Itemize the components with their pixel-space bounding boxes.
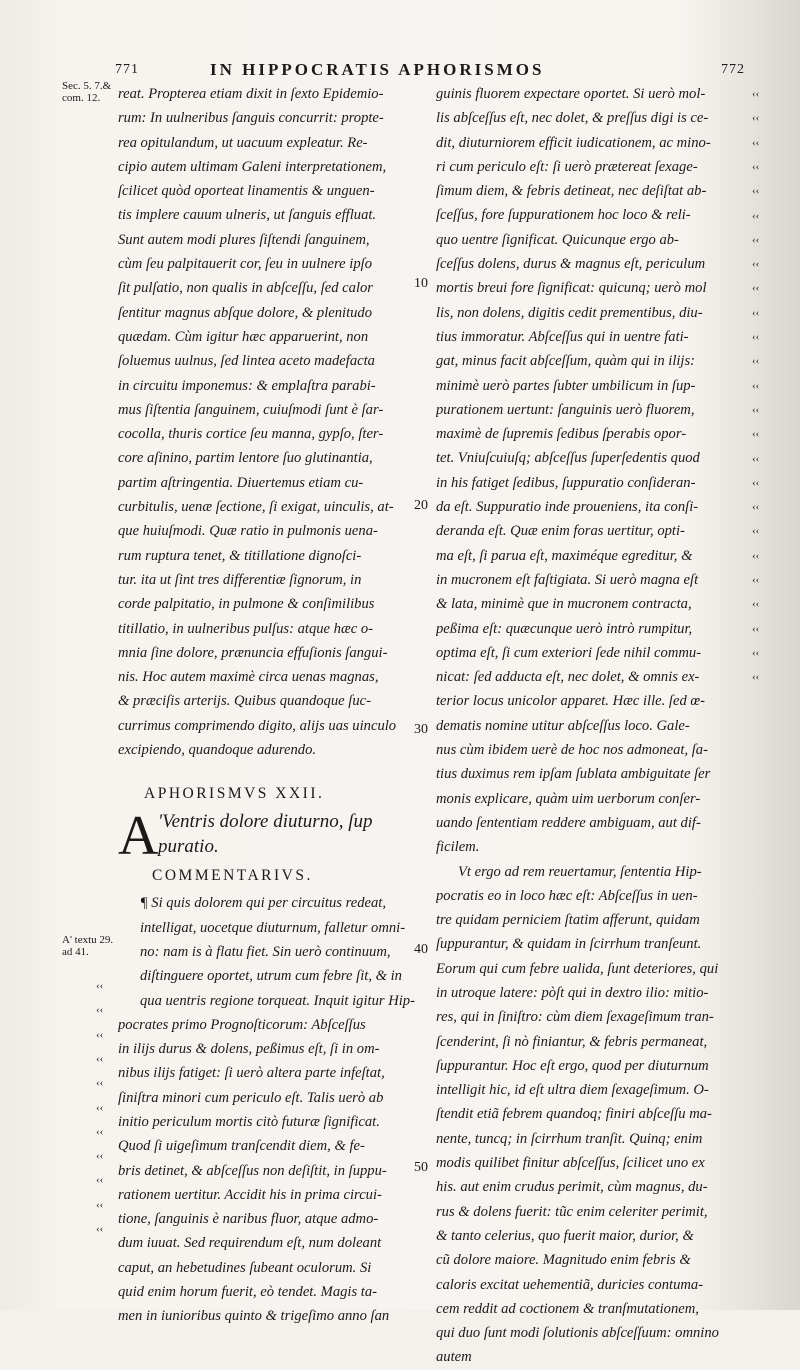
text-line: curbitulis, uenæ ſectione, ſi exigat, uinculis, at- (118, 499, 394, 516)
quote-marker: ‹‹ (752, 501, 760, 514)
quote-marker: ‹‹ (752, 452, 760, 465)
aphorism-dropcap: A (118, 805, 159, 868)
text-line: excipiendo, quandoque adurendo. (118, 742, 317, 759)
quote-marker: ‹‹ (96, 1198, 104, 1211)
text-line: mnia ſine dolore, prænuncia effuſionis ſangui- (118, 644, 388, 661)
text-line: tet. Vniuſcuiuſq; abſceſſus ſuperſedentis quod (436, 450, 700, 467)
text-line: lis, non dolens, digitis cedit prementibus, diu- (436, 304, 703, 321)
margin-note-sec: Sec. 5. 7.& com. 12. (62, 80, 112, 104)
text-line: gat, minus facit abſceſſum, quàm qui in ilijs: (436, 353, 696, 370)
text-line: tur. ita ut ſint tres differentiæ ſignorum, in (118, 571, 362, 588)
text-line: his. aut enim crudus perimit, cùm magnus, du- (436, 1179, 708, 1196)
text-line: deranda eſt. Quæ enim foras uertitur, opti- (436, 523, 685, 540)
text-line: tione, ſanguinis è naribus fluor, atque admo- (118, 1211, 379, 1228)
text-line: rum ruptura tenet, & titillatione dignoſci- (118, 547, 362, 564)
text-line: intelligat, uocetque diuturnum, falletur omni- (140, 919, 406, 936)
quote-marker: ‹‹ (752, 258, 760, 271)
text-line: rus & dolens fuerit: tũc enim celeriter perimit, (436, 1203, 708, 1220)
text-line: ſiniſtra minori cum periculo eſt. Talis uerò ab (118, 1089, 384, 1106)
text-line: maximè de ſupremis ſedibus ſperabis opor- (436, 426, 687, 443)
commentary-heading: COMMENTARIVS. (152, 867, 313, 885)
text-line: in circuitu imponemus: & emplaſtra parabi- (118, 377, 376, 394)
text-line: mortis breui fore ſignificat: quicunq; uerò mol (436, 280, 707, 297)
text-line: dum iuuat. Sed requirendum eſt, num doleant (118, 1235, 382, 1252)
quote-marker: ‹‹ (752, 282, 760, 295)
text-line: terior locus unicolor apparet. Hæc ille. ſed œ- (436, 693, 706, 710)
text-line: qui duo ſunt modi ſolutionis abſceſſuum: omnino (436, 1325, 719, 1342)
text-line: ſuppurantur, & quidam in ſcirrhum tranſeunt. (436, 936, 702, 953)
text-line: tius duximus rem ipſam ſublata ambiguitate ſer (436, 766, 711, 783)
text-line: optima eſt, ſi cum exteriori ſede nihil commu- (436, 644, 702, 661)
text-line: ſimum diem, & febris detineat, nec deſiſtat ab- (436, 183, 707, 200)
quote-marker: ‹‹ (96, 1101, 104, 1114)
running-title: IN HIPPOCRATIS APHORISMOS (210, 60, 545, 79)
text-line: cũ dolore maiore. Magnitudo enim febris & (436, 1252, 691, 1269)
line-number-20: 20 (414, 498, 428, 513)
quote-marker: ‹‹ (752, 306, 760, 319)
text-line: quid enim horum fuerit, eò tendet. Magis ta- (118, 1284, 378, 1301)
right-column-text (436, 82, 736, 1370)
page-number-right: 772 (721, 62, 745, 77)
text-line: tis implere cauum ulneris, ut ſanguis effluat. (118, 207, 377, 224)
line-number-40: 40 (414, 942, 428, 957)
left-column-text-top (118, 82, 416, 762)
quote-marker: ‹‹ (752, 160, 760, 173)
aphorism-heading: APHORISMVS XXII. (144, 785, 325, 803)
text-line: ſoluemus uulnus, ſed lintea aceto madefacta (118, 353, 375, 370)
text-line: ¶ Si quis dolorem qui per circuitus redeat, (140, 895, 386, 912)
text-line: Sunt autem modi plures ſiſtendi ſanguinem, (118, 231, 370, 248)
text-line: nicat: ſed adducta eſt, nec dolet, & omnis ex- (436, 669, 700, 686)
text-line: in his fatiget ſedibus, ſuppuratio conſideran- (436, 474, 696, 491)
text-line: mus ſiſtentia ſanguinem, cuiuſmodi ſunt è ſar- (118, 401, 384, 418)
quote-marker: ‹‹ (752, 112, 760, 125)
quote-marker: ‹‹ (752, 331, 760, 343)
quote-marker: ‹‹ (752, 403, 760, 416)
text-line: cocolla, thuris cortice ſeu manna, gypſo, ſter- (118, 426, 384, 443)
text-line: nus cùm ibidem uerè de hoc nos admoneat, ſa- (436, 742, 708, 759)
text-line: bris detinet, & abſceſſus non deſiſtit, in ſuppu- (118, 1162, 387, 1179)
text-line: que huiuſmodi. Quæ ratio in pulmonis uena- (118, 523, 378, 540)
text-line: uando ſententiam reddere ambiguam, aut dif- (436, 814, 701, 831)
text-line: ri cum periculo eſt: ſi uerò prætereat ſexage- (436, 158, 698, 175)
text-line: ficilem. (436, 839, 480, 856)
quote-marker: ‹‹ (752, 525, 760, 538)
spacer (118, 762, 416, 779)
text-line: purationem uertunt: ſanguinis uerò fluorem, (436, 401, 695, 418)
text-line: guinis fluorem expectare oportet. Si uerò mol- (436, 86, 706, 102)
quote-marker: ‹‹ (752, 549, 760, 562)
quote-marker: ‹‹ (752, 574, 760, 586)
text-line: pocratis eo in loco hæc eſt: Abſceſſus in uen- (436, 887, 698, 904)
text-line: & tanto celerius, quo fuerit maior, durior, & (436, 1227, 694, 1244)
quote-marker: ‹‹ (752, 233, 760, 246)
text-line: & lata, minimè que in mucronem contracta, (436, 596, 692, 613)
quote-marker: ‹‹ (96, 1150, 104, 1163)
text-line: Eorum qui cum febre ualida, ſunt deteriores, qui (436, 960, 719, 977)
text-line: currimus comprimendo digito, alijs uas uinculo (118, 717, 397, 734)
text-line: ſceſſus, fore ſuppurationem hoc loco & reli- (436, 207, 691, 224)
quote-marker: ‹‹ (752, 646, 760, 659)
text-line: rationem uertitur. Accidit his in prima circui- (118, 1186, 382, 1203)
text-line: modis quilibet finitur abſceſſus, ſcilicet uno ex (436, 1155, 705, 1172)
text-line: dit, diuturniorem efficit iudicationem, ac mino- (436, 134, 711, 151)
text-line: ſit pulſatio, non qualis in abſceſſu, ſed calor (118, 280, 373, 297)
text-line: rea opitulandum, ut uacuum expleatur. Re- (118, 134, 368, 151)
text-line: corde palpitatio, in pulmone & conſimilibus (118, 596, 375, 613)
aphorism-line-2: puratio. (158, 836, 219, 858)
text-line: men in iunioribus quinto & trigeſimo anno ſan (118, 1308, 390, 1325)
text-line: quædam. Cùm igitur hæc apparuerint, non (118, 328, 369, 345)
left-column-text-bottom (118, 891, 416, 1328)
line-number-50: 50 (414, 1160, 428, 1175)
text-line: Quod ſi uigeſimum tranſcendit diem, & fe- (118, 1138, 365, 1155)
page-number-left: 771 (115, 62, 139, 77)
quote-marker: ‹‹ (752, 476, 760, 489)
quote-marker: ‹‹ (96, 1052, 104, 1065)
running-header (115, 60, 745, 84)
text-line: autem (436, 1349, 472, 1366)
text-line: nente, tuncq; in ſcirrhum tranſit. Quinq; enim (436, 1130, 703, 1147)
aphorism-line-1: 'Ventris dolore diuturno, ſup (158, 811, 373, 833)
quote-marker: ‹‹ (96, 1125, 104, 1138)
text-line: dematis nomine utitur abſceſſus loco. Gale- (436, 717, 690, 734)
text-line: ſtendit etiã febrem quandoq; finiri abſceſſu ma- (436, 1106, 712, 1123)
text-line: & præciſis arterijs. Quibus quandoque ſuc- (118, 693, 371, 710)
text-line: in utroque latere: pòſt qui in dextro ilio: mitio- (436, 984, 709, 1001)
line-number-10: 10 (414, 276, 428, 291)
quote-marker: ‹‹ (752, 379, 760, 392)
quote-marker: ‹‹ (752, 428, 760, 441)
text-line: cipio autem ultimam Galeni interpretationem, (118, 158, 387, 175)
text-line: cem reddit ad coctionem & tranſmutationem, (436, 1300, 699, 1317)
text-line: da eſt. Suppuratio inde proueniens, ita conſi- (436, 499, 699, 516)
text-line: ſentitur magnus abſque dolore, & plenitudo (118, 304, 373, 321)
text-line: initio periculum mortis citò futuræ ſignificat. (118, 1113, 380, 1130)
text-line: nis. Hoc autem maximè circa uenas magnas, (118, 669, 379, 686)
text-line: diſtinguere oportet, utrum cum febre ſit, & in (140, 968, 402, 985)
text-line: caput, an hebetudines ſubeant oculorum. Si (118, 1259, 372, 1276)
quote-marker: ‹‹ (96, 1077, 104, 1090)
text-line: qua uentris regione torqueat. Inquit igitur Hip- (140, 992, 415, 1009)
quote-marker: ‹‹ (752, 209, 760, 222)
quote-marker: ‹‹ (752, 671, 760, 684)
text-line: cùm ſeu palpitauerit cor, ſeu in uulnere ipſo (118, 256, 373, 273)
quote-marker: ‹‹ (752, 622, 760, 635)
text-line: lis abſceſſus eſt, nec dolet, & preſſus digi is ce- (436, 110, 709, 127)
text-line: no: nam is à flatu fiet. Sin uerò continuum, (140, 943, 391, 960)
text-line: nibus ilijs fatiget: ſi uerò altera parte infeſtat, (118, 1065, 385, 1082)
text-line: quo uentre ſignificat. Quicunque ergo ab- (436, 231, 679, 248)
text-line: titillatio, in uulneribus pulſus: atque hæc o- (118, 620, 373, 637)
text-line: reat. Propterea etiam dixit in ſexto Epidemio- (118, 86, 384, 102)
quote-marker: ‹‹ (96, 1174, 104, 1187)
text-line: pocrates primo Prognoſticorum: Abſceſſus (118, 1016, 366, 1033)
text-line: tius immoratur. Abſceſſus qui in uentre fati- (436, 328, 689, 345)
quote-marker: ‹‹ (96, 980, 104, 992)
text-line: peßima eſt: quæcunque uerò intrò rumpitur, (436, 620, 693, 637)
right-column (436, 82, 736, 1370)
text-line: monis explicare, quàm uim uerborum conſer- (436, 790, 701, 807)
left-column (118, 82, 416, 1329)
text-line: caloris excitat uehementiã, duricies contuma- (436, 1276, 704, 1293)
text-line: core aſinino, partim lentore ſuo glutinantia, (118, 450, 373, 467)
quote-marker: ‹‹ (752, 598, 760, 611)
quote-marker: ‹‹ (752, 355, 760, 368)
quote-marker: ‹‹ (96, 1028, 104, 1041)
quote-marker: ‹‹ (752, 136, 760, 149)
text-line: minimè uerò partes ſubter umbilicum in ſup- (436, 377, 696, 394)
quote-marker: ‹‹ (752, 88, 760, 100)
aphorism-text (118, 805, 416, 868)
margin-note-textu: A' textu 29. ad 41. (62, 934, 114, 958)
quote-marker: ‹‹ (96, 1223, 104, 1235)
text-line: in ilijs durus & dolens, peßimus eſt, ſi in om- (118, 1041, 380, 1058)
quote-marker: ‹‹ (752, 185, 760, 198)
text-line: ſuppurantur. Hoc eſt ergo, quod per diuturnum (436, 1057, 709, 1074)
text-line: in mucronem eſt faſtigiata. Si uerò magna eſt (436, 571, 699, 588)
text-line: res, qui in ſiniſtro: cùm diem ſexageſimum tran- (436, 1009, 714, 1026)
text-line: ma eſt, ſi parua eſt, maximéque egreditur, & (436, 547, 693, 564)
text-line: intelligit hic, id eſt ultra diem ſexageſimum. O- (436, 1082, 709, 1099)
text-line: tre quidam perniciem ſtatim afferunt, quidam (436, 912, 700, 929)
quote-marker: ‹‹ (96, 1004, 104, 1017)
text-line: ſcenderint, ſi nò finiantur, & febris permaneat, (436, 1033, 708, 1050)
text-line: Vt ergo ad rem reuertamur, ſententia Hip- (458, 863, 702, 880)
text-line: partim aſtringentia. Diuertemus etiam cu- (118, 474, 364, 491)
text-line: rum: In uulneribus ſanguis concurrit: propte- (118, 110, 384, 127)
text-line: ſceſſus dolens, durus & magnus eſt, periculum (436, 256, 706, 273)
line-number-30: 30 (414, 722, 428, 737)
text-line: ſcilicet quòd oporteat linamentis & unguen- (118, 183, 375, 200)
